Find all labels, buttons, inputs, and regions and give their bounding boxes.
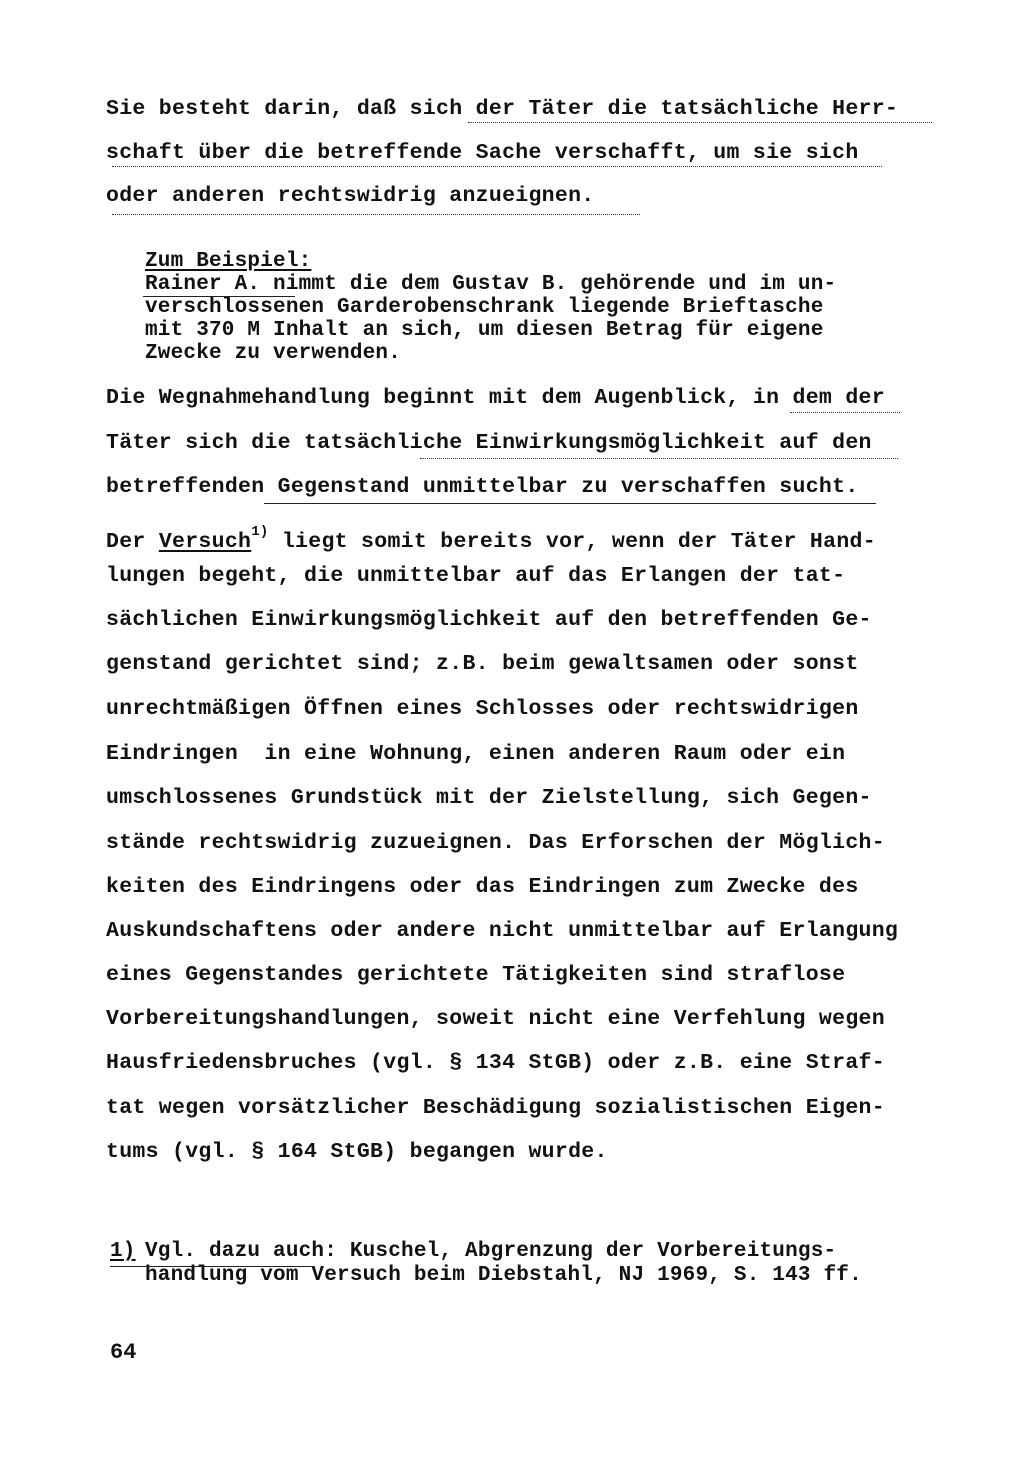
example-line-3: mit 370 M Inhalt an sich, um diesen Betrag für eigene bbox=[145, 319, 824, 342]
example-line-2: verschlossenen Garderobenschrank liegende Brieftasche bbox=[145, 296, 824, 319]
paragraph-3-line-6: Eindringen in eine Wohnung, einen anderen Raum oder ein bbox=[106, 742, 846, 766]
example-heading: Zum Beispiel: bbox=[145, 250, 312, 273]
hand-underline bbox=[112, 214, 640, 215]
paragraph-3-line-13: Hausfriedensbruches (vgl. § 134 StGB) oder z.B. eine Straf- bbox=[106, 1051, 885, 1075]
paragraph-3-line-15: tums (vgl. § 164 StGB) begangen wurde. bbox=[106, 1140, 608, 1164]
paragraph-3-line-3: sächlichen Einwirkungsmöglichkeit auf den betreffenden Ge- bbox=[106, 608, 872, 632]
paragraph-3-line-2: lungen begeht, die unmittelbar auf das Erlangen der tat- bbox=[106, 564, 846, 588]
page-number: 64 bbox=[110, 1340, 137, 1365]
paragraph-2-line-2: Täter sich die tatsächliche Einwirkungsmöglichkeit auf den bbox=[106, 431, 872, 455]
paragraph-3-line-1-rest: liegt somit bereits vor, wenn der Täter Hand- bbox=[281, 530, 876, 554]
hand-underline bbox=[790, 412, 900, 413]
paragraph-3-line-11: eines Gegenstandes gerichtete Tätigkeiten sind straflose bbox=[106, 963, 846, 987]
footnote-line-1: Vgl. dazu auch: Kuschel, Abgrenzung der Vorbereitungs- bbox=[145, 1240, 837, 1263]
paragraph-3-line-14: tat wegen vorsätzlicher Beschädigung sozialistischen Eigen- bbox=[106, 1096, 885, 1120]
paragraph-2-line-3: betreffenden Gegenstand unmittelbar zu verschaffen sucht. bbox=[106, 475, 859, 499]
paragraph-2-line-1: Die Wegnahmehandlung beginnt mit dem Augenblick, in dem der bbox=[106, 386, 885, 410]
paragraph-3-lead-word: Der bbox=[106, 530, 146, 554]
footnote-reference[interactable]: 1) bbox=[251, 524, 269, 540]
example-line-1: Rainer A. nimmt die dem Gustav B. gehörende und im un- bbox=[145, 273, 837, 296]
term-versuch: Versuch bbox=[158, 530, 252, 554]
paragraph-1-line-3: oder anderen rechtswidrig anzueignen. bbox=[106, 184, 595, 208]
paragraph-3-line-1 bbox=[106, 519, 876, 555]
hand-underline bbox=[264, 503, 876, 504]
paragraph-3-line-8: stände rechtswidrig zuzueignen. Das Erforschen der Möglich- bbox=[106, 831, 885, 855]
paragraph-3-line-7: umschlossenes Grundstück mit der Zielstellung, sich Gegen- bbox=[106, 786, 872, 810]
hand-underline bbox=[468, 122, 932, 123]
footnote-marker: 1) bbox=[110, 1240, 136, 1263]
example-line-4: Zwecke zu verwenden. bbox=[145, 342, 402, 365]
paragraph-3-line-4: genstand gerichtet sind; z.B. beim gewaltsamen oder sonst bbox=[106, 652, 859, 676]
paragraph-3-line-12: Vorbereitungshandlungen, soweit nicht eine Verfehlung wegen bbox=[106, 1007, 885, 1031]
paragraph-3-line-5: unrechtmäßigen Öffnen eines Schlosses oder rechtswidrigen bbox=[106, 697, 859, 721]
hand-underline bbox=[112, 166, 882, 167]
hand-underline bbox=[110, 1266, 314, 1267]
footnote-line-2: handlung vom Versuch beim Diebstahl, NJ 1969, S. 143 ff. bbox=[145, 1264, 862, 1287]
paragraph-3-line-10: Auskundschaftens oder andere nicht unmittelbar auf Erlangung bbox=[106, 919, 899, 943]
paragraph-1-line-1: Sie besteht darin, daß sich der Täter die tatsächliche Herr- bbox=[106, 97, 899, 121]
hand-underline bbox=[143, 296, 295, 297]
paragraph-3-line-9: keiten des Eindringens oder das Eindringen zum Zwecke des bbox=[106, 875, 859, 899]
hand-underline bbox=[420, 458, 898, 459]
paragraph-1-line-2: schaft über die betreffende Sache verschafft, um sie sich bbox=[106, 141, 859, 165]
